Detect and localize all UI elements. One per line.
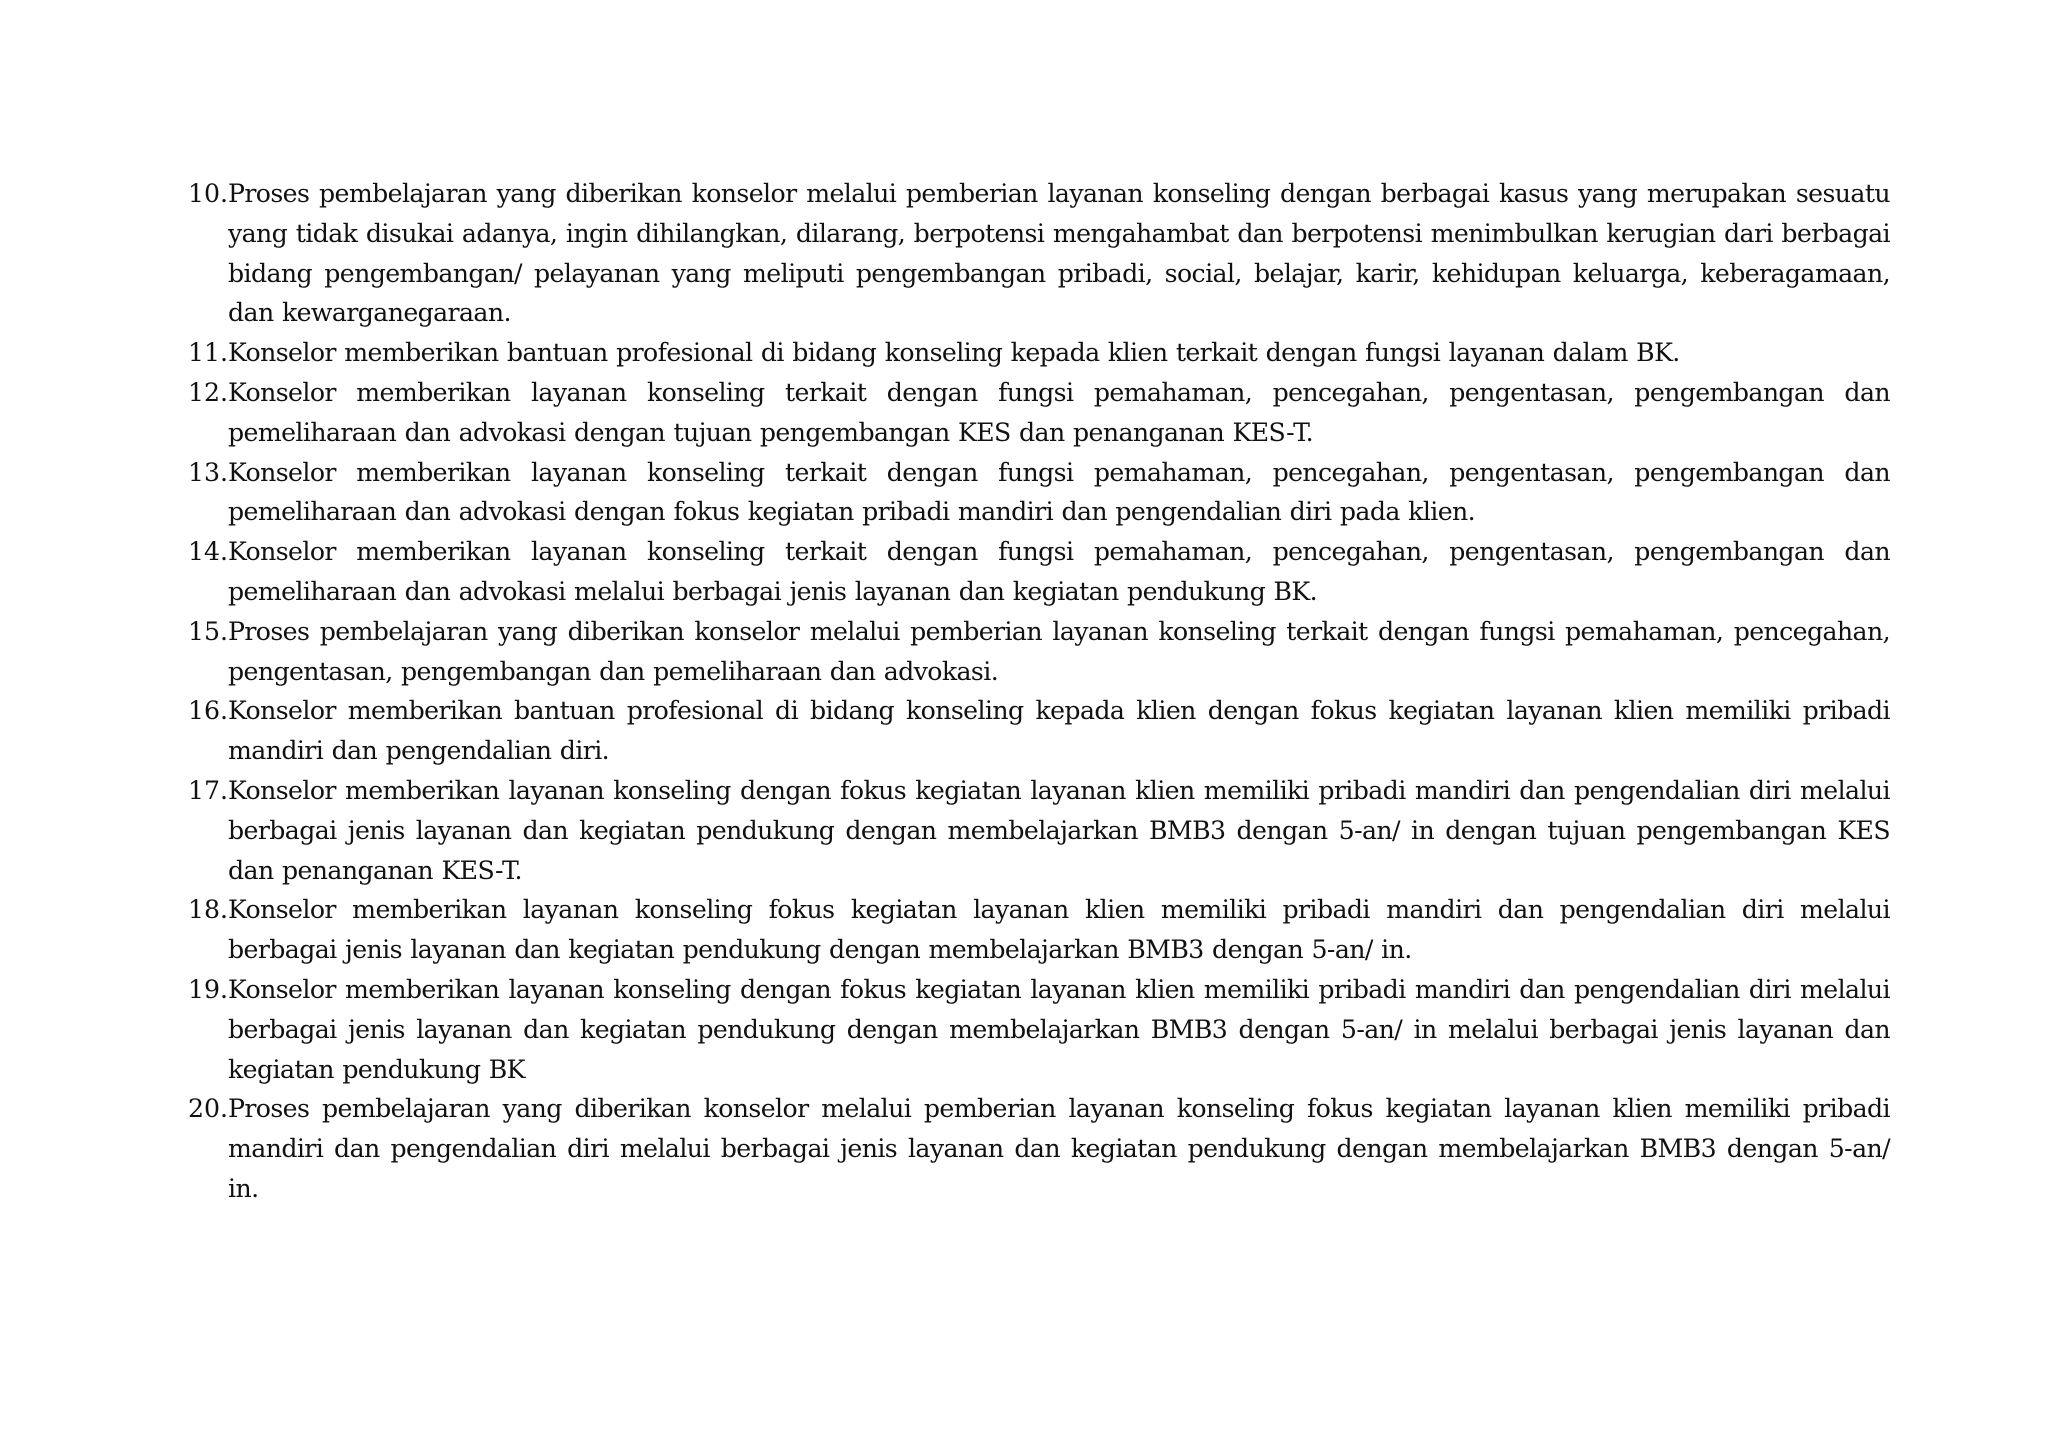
list-item-19 (182, 970, 1890, 1089)
list-item-number: 17. (187, 775, 228, 805)
list-item-10 (182, 174, 1890, 333)
list-item-number: 13. (187, 457, 228, 487)
list-item-number: 12. (187, 377, 228, 407)
list-item-text: Konselor memberikan layanan konseling terkait dengan fungsi pemahaman, pencegahan, pengentasan, pengembangan dan pemeliharaan dan advokasi dengan tujuan pengembangan KES dan penanganan KES-T. (228, 377, 1890, 447)
list-item-15 (182, 612, 1890, 692)
numbered-list (182, 174, 1890, 1209)
list-item-number: 16. (187, 696, 228, 726)
list-item-number: 19. (187, 974, 228, 1004)
list-item-16 (182, 691, 1890, 771)
list-item-number: 14. (187, 537, 228, 567)
list-item-text: Konselor memberikan layanan konseling dengan fokus kegiatan layanan klien memiliki pribadi mandiri dan pengendalian diri melalui berbagai jenis layanan dan kegiatan pendukung dengan membelajarkan BMB3 dengan 5-an/ in dengan tujuan pengembangan KES dan penanganan KES-T. (228, 775, 1890, 885)
list-item-text: Konselor memberikan layanan konseling fokus kegiatan layanan klien memiliki pribadi mandiri dan pengendalian diri melalui berbagai jenis layanan dan kegiatan pendukung dengan membelajarkan BMB3 dengan 5-an/ in. (228, 895, 1890, 965)
list-item-20 (182, 1089, 1890, 1208)
list-item-text: Proses pembelajaran yang diberikan konselor melalui pemberian layanan konseling terkait dengan fungsi pemahaman, pencegahan, pengentasan, pengembangan dan pemeliharaan dan advokasi. (228, 616, 1890, 686)
list-item-number: 10. (187, 179, 228, 208)
list-item-text: Proses pembelajaran yang diberikan konselor melalui pemberian layanan konseling dengan berbagai kasus yang merupakan sesuatu yang tidak disukai adanya, ingin dihilangkan, dilarang, berpotensi mengahambat dan berpotensi menimbulkan kerugian dari berbagai bidang pengembangan/ pelayanan yang meliputi pengembangan pribadi, social, belajar, karir, kehidupan keluarga, keberagamaan, dan kewarganegaraan. (228, 179, 1890, 328)
list-item-12 (182, 373, 1890, 453)
list-item-18 (182, 890, 1890, 970)
list-item-text: Proses pembelajaran yang diberikan konselor melalui pemberian layanan konseling fokus kegiatan layanan klien memiliki pribadi mandiri dan pengendalian diri melalui berbagai jenis layanan dan kegiatan pendukung dengan membelajarkan BMB3 dengan 5-an/ in. (228, 1094, 1890, 1203)
list-item-text: Konselor memberikan layanan konseling terkait dengan fungsi pemahaman, pencegahan, pengentasan, pengembangan dan pemeliharaan dan advokasi melalui berbagai jenis layanan dan kegiatan pendukung BK. (228, 537, 1890, 606)
list-item-number: 18. (187, 895, 228, 925)
list-item-13 (182, 453, 1890, 533)
list-item-17 (182, 771, 1890, 890)
list-item-text: Konselor memberikan bantuan profesional di bidang konseling kepada klien dengan fokus kegiatan layanan klien memiliki pribadi mandiri dan pengendalian diri. (228, 696, 1890, 766)
list-item-11 (182, 333, 1890, 373)
list-item-text: Konselor memberikan layanan konseling terkait dengan fungsi pemahaman, pencegahan, pengentasan, pengembangan dan pemeliharaan dan advokasi dengan fokus kegiatan pribadi mandiri dan pengendalian diri pada klien. (228, 457, 1890, 527)
list-item-number: 20. (187, 1094, 228, 1124)
list-item-text: Konselor memberikan bantuan profesional di bidang konseling kepada klien terkait dengan fungsi layanan dalam BK. (228, 338, 1680, 368)
list-item-text: Konselor memberikan layanan konseling dengan fokus kegiatan layanan klien memiliki pribadi mandiri dan pengendalian diri melalui berbagai jenis layanan dan kegiatan pendukung dengan membelajarkan BMB3 dengan 5-an/ in melalui berbagai jenis layanan dan kegiatan pendukung BK (228, 974, 1890, 1084)
list-item-14 (182, 532, 1890, 612)
list-item-number: 15. (187, 616, 228, 646)
list-item-number: 11. (187, 338, 228, 368)
